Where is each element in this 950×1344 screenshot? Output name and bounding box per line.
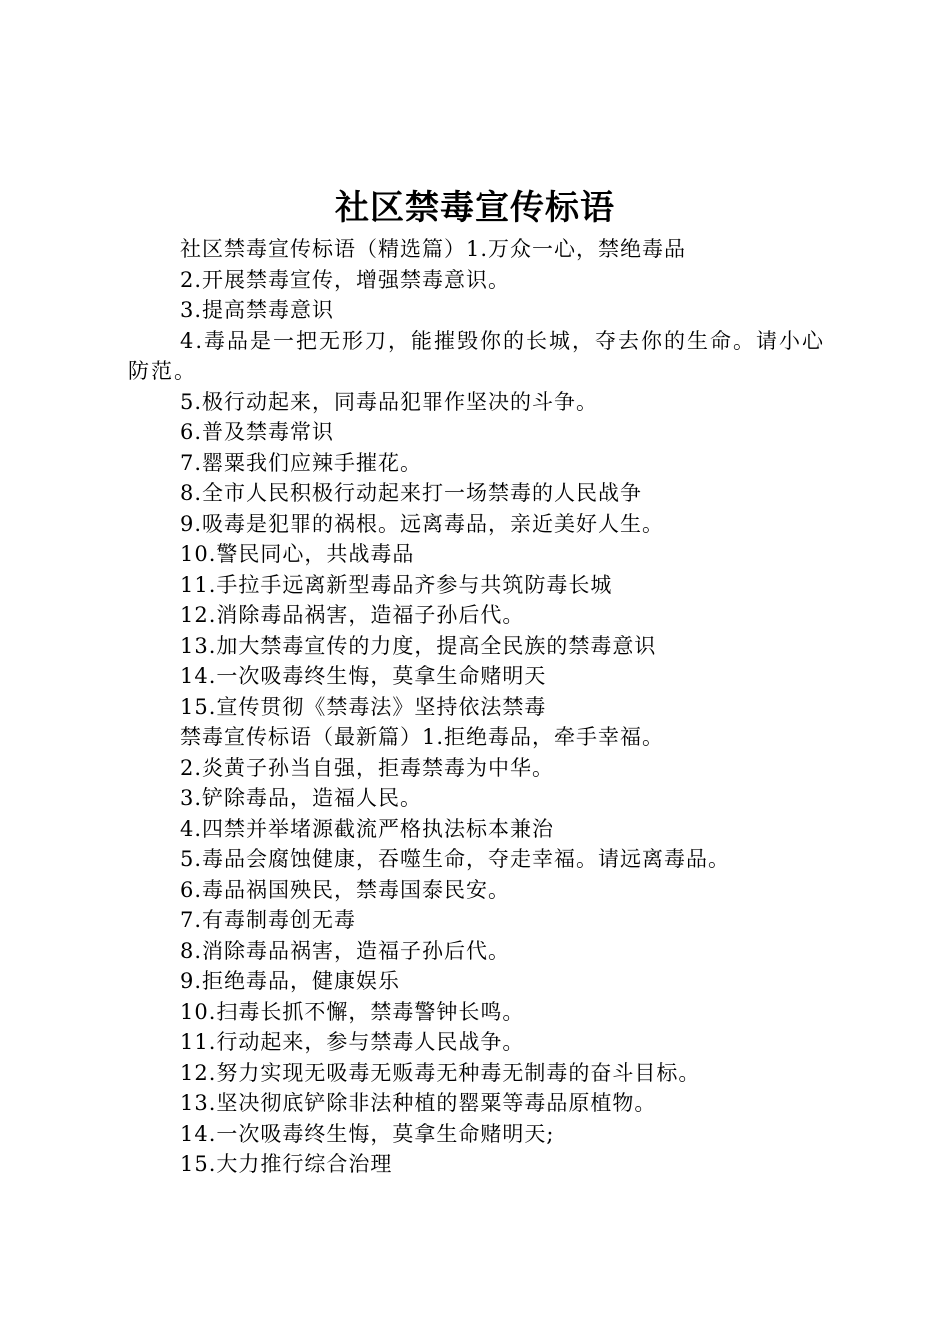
slogan-line: 12.消除毒品祸害，造福子孙后代。 xyxy=(180,603,525,627)
slogan-line: 6.普及禁毒常识 xyxy=(180,420,335,444)
slogan-line: 5.毒品会腐蚀健康，吞噬生命，夺走幸福。请远离毒品。 xyxy=(180,847,731,871)
slogan-line: 12.努力实现无吸毒无贩毒无种毒无制毒的奋斗目标。 xyxy=(180,1060,701,1085)
slogan-line: 13.坚决彻底铲除非法种植的罂粟等毒品原植物。 xyxy=(180,1091,657,1115)
slogan-line: 3.提高禁毒意识 xyxy=(180,298,335,322)
slogan-line: 2.开展禁毒宣传，增强禁毒意识。 xyxy=(180,267,511,292)
slogan-line: 2.炎黄子孙当自强，拒毒禁毒为中华。 xyxy=(180,755,555,780)
slogan-line: 7.罂粟我们应辣手摧花。 xyxy=(180,450,423,475)
slogan-line: 4.四禁并举堵源截流严格执法标本兼治 xyxy=(180,816,555,841)
slogan-line: 4.毒品是一把无形刀，能摧毁你的长城，夺去你的生命。请小心防范。 xyxy=(128,328,826,383)
slogan-line: 9.吸毒是犯罪的祸根。远离毒品，亲近美好人生。 xyxy=(180,511,665,536)
slogan-line: 15.宣传贯彻《禁毒法》坚持依法禁毒 xyxy=(180,694,547,719)
slogan-line: 禁毒宣传标语（最新篇）1.拒绝毒品，牵手幸福。 xyxy=(180,725,665,749)
slogan-line: 11.手拉手远离新型毒品齐参与共筑防毒长城 xyxy=(180,572,613,597)
slogan-line: 5.极行动起来，同毒品犯罪作坚决的斗争。 xyxy=(180,389,599,414)
slogan-line: 8.消除毒品祸害，造福子孙后代。 xyxy=(180,938,511,963)
slogan-line: 7.有毒制毒创无毒 xyxy=(180,908,357,932)
slogan-line: 3.铲除毒品，造福人民。 xyxy=(180,786,423,810)
slogan-line: 14.一次吸毒终生悔，莫拿生命赌明天; xyxy=(180,1121,555,1146)
document-title: 社区禁毒宣传标语 xyxy=(335,188,615,228)
slogan-line: 10.警民同心，共战毒品 xyxy=(180,542,415,566)
slogan-line: 15.大力推行综合治理 xyxy=(180,1152,393,1176)
slogan-line: 9.拒绝毒品，健康娱乐 xyxy=(180,969,401,993)
slogan-line: 13.加大禁毒宣传的力度，提高全民族的禁毒意识 xyxy=(180,633,657,658)
slogan-line: 8.全市人民积极行动起来打一场禁毒的人民战争 xyxy=(180,481,643,505)
slogan-line: 社区禁毒宣传标语（精选篇）1.万众一心，禁绝毒品 xyxy=(180,237,687,261)
slogan-line: 11.行动起来，参与禁毒人民战争。 xyxy=(180,1030,525,1054)
document-body xyxy=(128,234,828,1180)
slogan-line: 14.一次吸毒终生悔，莫拿生命赌明天 xyxy=(180,664,547,688)
slogan-line: 10.扫毒长抓不懈，禁毒警钟长鸣。 xyxy=(180,999,525,1024)
slogan-line: 6.毒品祸国殃民，禁毒国泰民安。 xyxy=(180,877,511,902)
